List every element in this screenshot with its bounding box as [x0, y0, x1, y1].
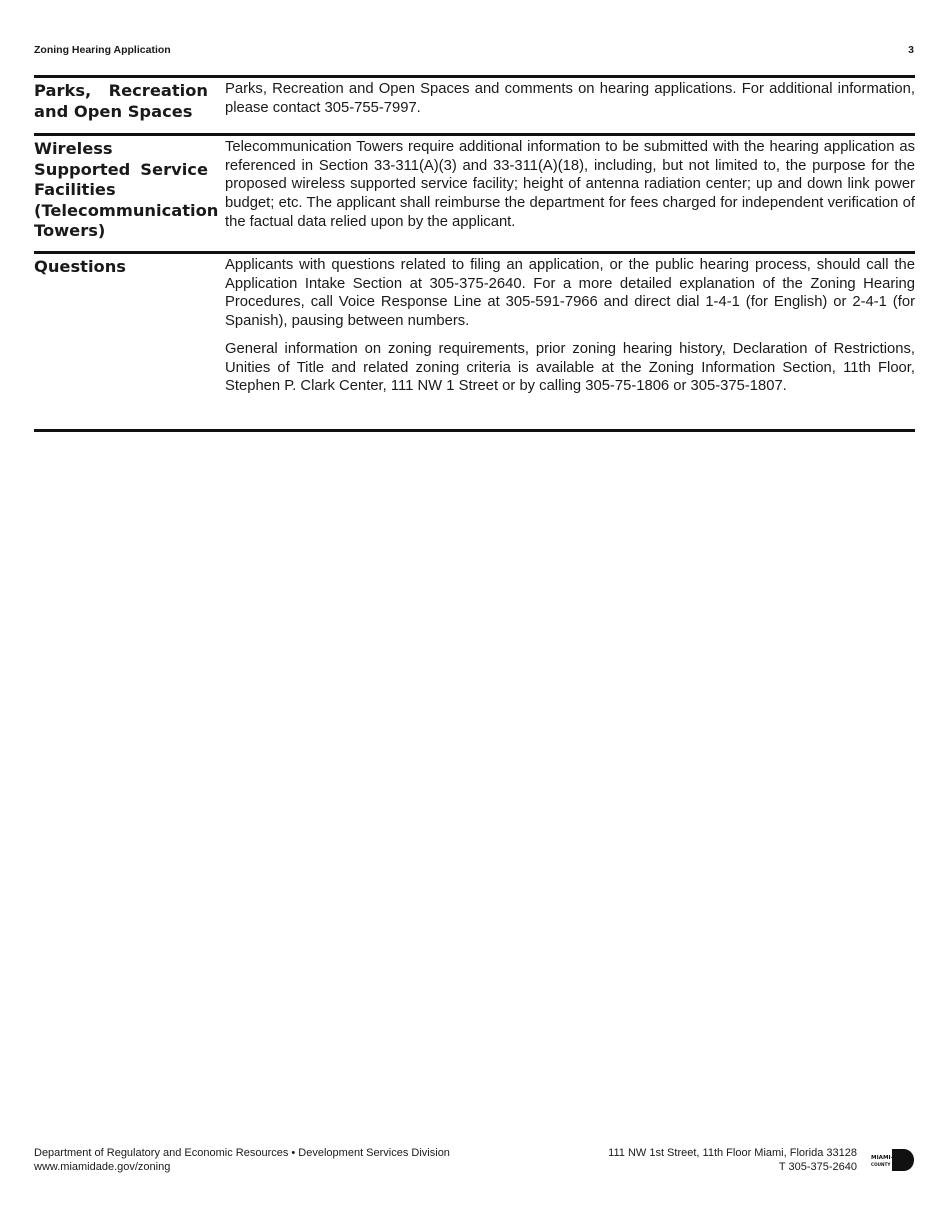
miami-dade-county-logo	[870, 1149, 914, 1171]
section-paragraph: General information on zoning requirements, prior zoning hearing history, Declaration of Restrictions, Unities of Title and related zoning criteria is available at the Zoning Information Section, 11th Floor, Stephen P. Clark Center, 111 NW 1 Street or by calling 305-75-1806 or 305-375-1807.	[225, 340, 915, 395]
info-sections	[34, 75, 915, 432]
section-heading: Questions	[34, 257, 126, 276]
section-paragraph: Telecommunication Towers require additional information to be submitted with the hearing application as referenced in Section 33-311(A)(3) and 33-311(A)(18), including, but not limited to, the purpose for the proposed wireless supported service facility; height of antenna radiation center; up and down link power budget; etc. The applicant shall reimburse the department for fees charged for independent verification of the factual data relied upon by the applicant.	[225, 139, 915, 230]
section-questions	[34, 251, 915, 429]
logo-text-line2: COUNTY	[871, 1162, 891, 1167]
section-body	[225, 138, 915, 251]
section-paragraph: Parks, Recreation and Open Spaces and comments on hearing applications. For additional information, please contact 305-755-7997.	[225, 81, 915, 116]
footer-contact	[608, 1147, 857, 1174]
logo-text-line1: MIAMI-DADE	[871, 1155, 911, 1161]
section-heading: Parks, Recreation and Open Spaces	[34, 81, 208, 121]
section-parks-recreation	[34, 75, 915, 133]
website-link[interactable]: www.miamidade.gov/zoning	[34, 1160, 171, 1173]
page-header	[34, 44, 914, 56]
phone-number: T 305-375-2640	[778, 1160, 857, 1173]
section-paragraph: Applicants with questions related to filing an application, or the public hearing process, should call the Application Intake Section at 305-375-2640. For a more detailed explanation of the Zoning Hearing Procedures, call Voice Response Line at 305-591-7966 and direct dial 1-4-1 (for English) or 2-4-1 (for Spanish), pausing between numbers.	[225, 257, 915, 330]
footer-left	[34, 1147, 450, 1174]
section-body	[225, 256, 915, 429]
section-body	[225, 80, 915, 133]
section-wireless-facilities	[34, 133, 915, 251]
page-number: 3	[908, 44, 914, 56]
department-name: Department of Regulatory and Economic Resources • Development Services Division	[34, 1147, 450, 1159]
office-address: 111 NW 1st Street, 11th Floor Miami, Florida 33128	[608, 1147, 857, 1159]
section-heading: Wireless Supported Service Facilities (Telecommunication Towers)	[34, 139, 219, 240]
document-title: Zoning Hearing Application	[34, 44, 171, 56]
